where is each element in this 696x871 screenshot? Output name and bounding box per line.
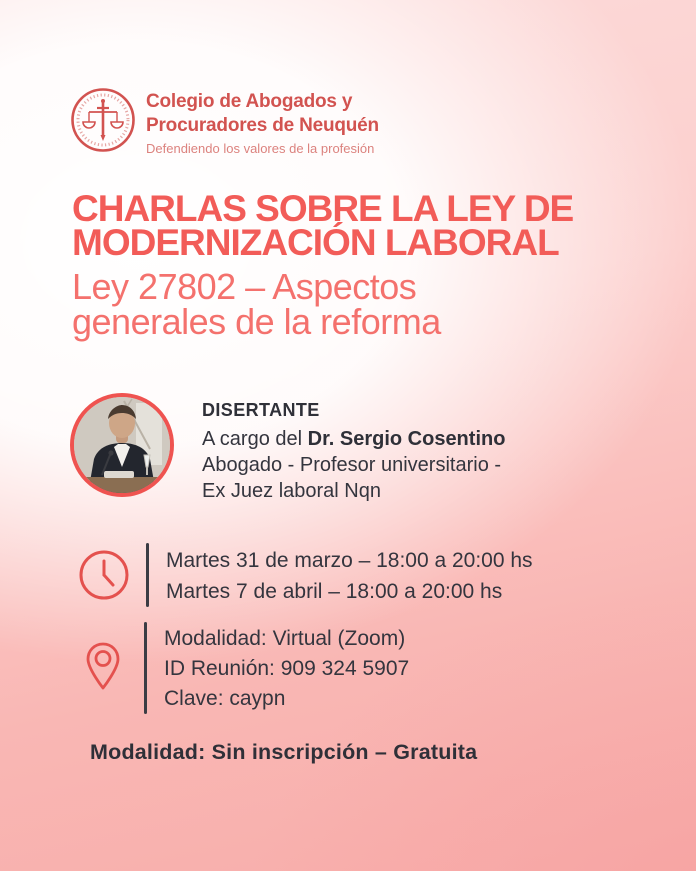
speaker-section-label: DISERTANTE — [202, 400, 320, 420]
org-name — [146, 90, 379, 138]
event-subtitle-line1: Ley 27802 – Aspectos — [72, 266, 417, 307]
speaker-photo — [70, 393, 174, 497]
speaker-section — [70, 393, 505, 504]
header — [70, 87, 379, 156]
registration-note: Modalidad: Sin inscripción – Gratuita — [90, 740, 478, 764]
password-line: Clave: caypn — [164, 687, 286, 710]
speaker-name: Dr. Sergio Cosentino — [307, 428, 506, 450]
event-subtitle-line2: generales de la reforma — [72, 301, 441, 342]
event-subtitle — [72, 266, 632, 342]
location-section — [84, 622, 409, 714]
location-divider — [144, 622, 147, 714]
schedule-divider — [146, 543, 149, 607]
meeting-id-line: ID Reunión: 909 324 5907 — [164, 657, 410, 680]
speaker-info — [202, 393, 505, 504]
speaker-intro-prefix: A cargo del — [202, 428, 308, 450]
modality-line: Modalidad: Virtual (Zoom) — [164, 627, 406, 650]
location-pin-icon — [84, 622, 122, 714]
location-text — [164, 622, 409, 714]
org-name-line2: Procuradores de Neuquén — [146, 115, 379, 136]
scales-of-justice-seal-icon — [70, 87, 136, 153]
event-title-line2: MODERNIZACIÓN LABORAL — [72, 222, 559, 263]
schedule-date-1: Martes 31 de marzo – 18:00 a 20:00 hs — [166, 549, 533, 572]
schedule-date-2: Martes 7 de abril – 18:00 a 20:00 hs — [166, 580, 503, 603]
org-identity — [146, 87, 379, 156]
clock-icon — [78, 543, 130, 607]
hero — [72, 188, 632, 342]
schedule-text — [166, 543, 533, 607]
schedule-section — [78, 543, 533, 607]
speaker-credentials-line2: Ex Juez laboral Nqn — [202, 480, 381, 502]
event-title-line1: CHARLAS SOBRE LA LEY DE — [72, 188, 574, 229]
event-title — [72, 188, 632, 263]
org-tagline: Defendiendo los valores de la profesión — [146, 141, 375, 156]
speaker-credentials-line1: Abogado - Profesor universitario - — [202, 454, 502, 476]
org-name-line1: Colegio de Abogados y — [146, 91, 353, 112]
speaker-intro-line — [202, 426, 505, 452]
